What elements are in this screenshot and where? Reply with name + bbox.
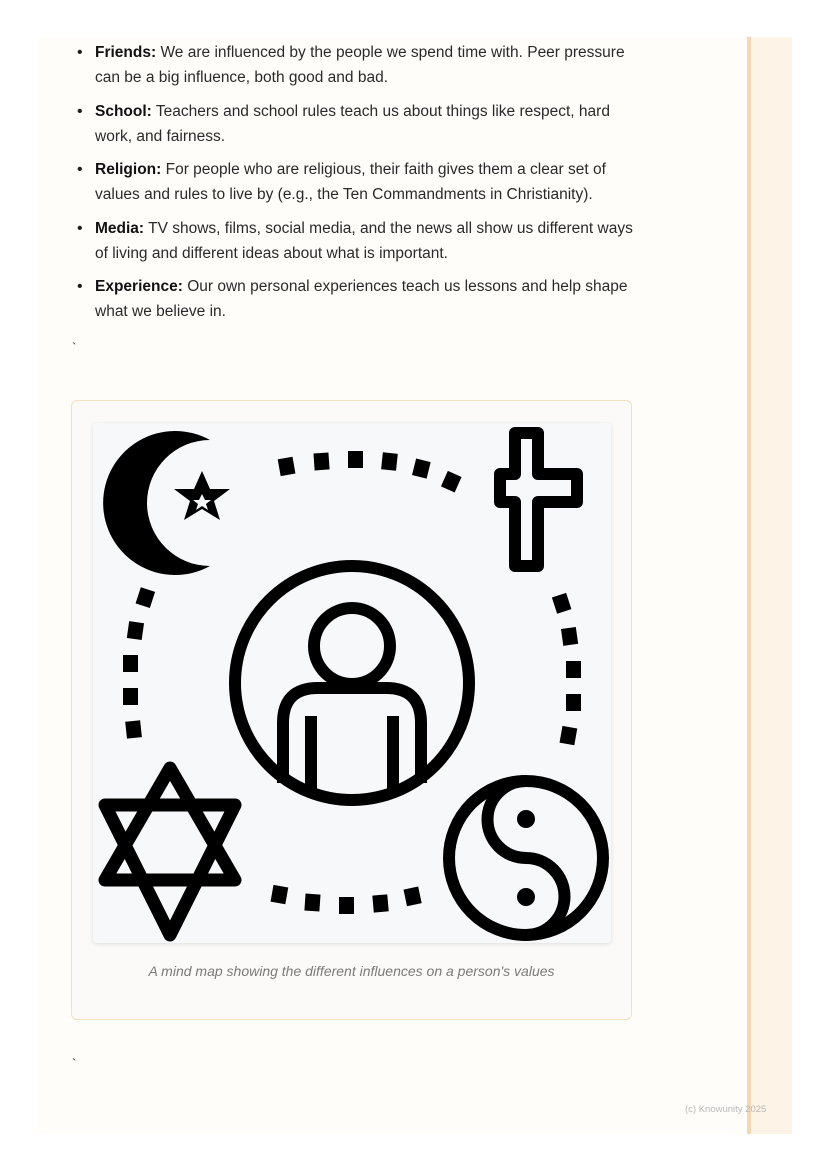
crescent-star-icon [103, 431, 230, 575]
mind-map-illustration [93, 423, 611, 943]
bullet: • [77, 44, 83, 61]
list-item-term: Experience: [95, 278, 183, 295]
list-item-term: School: [95, 102, 152, 120]
stray-backtick: ` [72, 340, 77, 355]
side-margin-band [747, 37, 792, 1134]
list-item-school [75, 99, 645, 149]
side-margin-rule [747, 37, 751, 1134]
list-item-text: TV shows, films, social media, and the news all show us different ways of living and different ideas about what is important. [95, 219, 633, 262]
list-item-experience [75, 274, 645, 324]
bullet: • [77, 278, 83, 295]
stray-backtick: ` [72, 1056, 77, 1071]
dotted-connector-right [552, 593, 581, 745]
list-item-text: Teachers and school rules teach us about things like respect, hard work, and fairness. [95, 102, 610, 145]
cross-icon [500, 433, 577, 566]
dotted-connector-top [278, 451, 462, 492]
mind-map-image [93, 423, 611, 943]
star-of-david-icon [105, 768, 235, 935]
mind-map-figure [71, 400, 632, 1020]
yin-yang-icon [449, 781, 603, 935]
list-item-term: Media: [95, 219, 145, 237]
list-item-text: For people who are religious, their faith gives them a clear set of values and rules to live by (e.g., the Ten Commandments in Christianity). [95, 161, 606, 203]
dotted-connector-left [123, 587, 155, 738]
bullet: • [77, 102, 83, 120]
copyright-footer: (c) Knowunity 2025 [685, 1104, 767, 1115]
list-item-media [75, 216, 645, 266]
bullet: • [77, 219, 83, 237]
list-item-religion [75, 157, 645, 207]
figure-caption: A mind map showing the different influences on a person's values [148, 963, 555, 979]
person-icon [235, 566, 469, 800]
list-item-friends [75, 40, 645, 90]
list-item-term: Religion: [95, 161, 162, 178]
influences-list [75, 40, 645, 333]
list-item-text: Our own personal experiences teach us lessons and help shape what we believe in. [95, 278, 628, 320]
list-item-text: We are influenced by the people we spend time with. Peer pressure can be a big influence, both good and bad. [95, 44, 625, 86]
list-item-term: Friends: [95, 44, 157, 61]
bullet: • [77, 161, 83, 178]
dotted-connector-bottom [271, 885, 422, 914]
